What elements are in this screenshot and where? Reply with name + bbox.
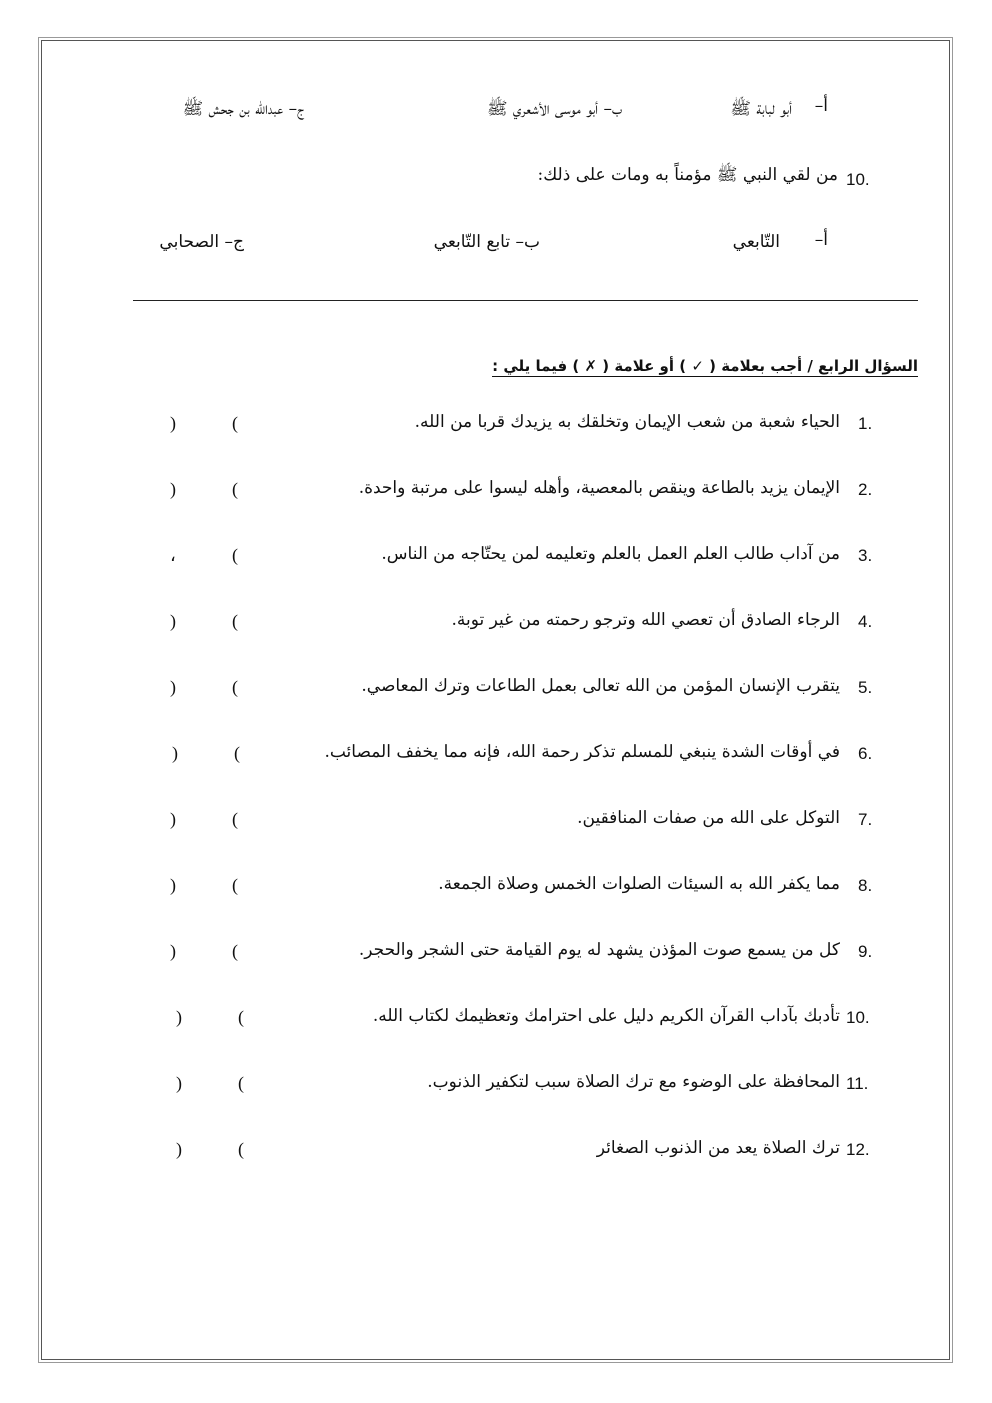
item-number: 4. xyxy=(858,612,873,631)
item-number: 2. xyxy=(858,480,873,499)
answer-box-close[interactable]: ) xyxy=(170,413,176,433)
answer-box-close[interactable]: ) xyxy=(170,479,176,499)
item-text: ترك الصلاة يعد من الذنوب الصغائر xyxy=(596,1138,840,1158)
section-title: السؤال الرابع / أجب بعلامة ( ✓ ) أو علامة ( ✗ ) فيما يلي : xyxy=(492,357,918,375)
option-a-letter: أ– xyxy=(814,230,828,250)
answer-box-close[interactable]: ) xyxy=(170,875,176,895)
answer-box-close[interactable]: ) xyxy=(170,611,176,631)
item-text: مما يكفر الله به السيئات الصلوات الخمس وصلاة الجمعة. xyxy=(438,874,840,894)
item-text: تأدبك بآداب القرآن الكريم دليل على احترامك وتعظيمك لكتاب الله. xyxy=(372,1006,840,1026)
divider xyxy=(133,300,918,301)
item-text: الإيمان يزيد بالطاعة وينقص بالمعصية، وأهله ليسوا على مرتبة واحدة. xyxy=(358,478,840,498)
option-b: ب– أبو موسى الأشعري ﷺ xyxy=(486,99,622,119)
item-text: التوكل على الله من صفات المنافقين. xyxy=(577,808,840,828)
item-number: 3. xyxy=(858,546,873,565)
answer-box-open[interactable]: ( xyxy=(238,1007,244,1027)
item-text: كل من يسمع صوت المؤذن يشهد له يوم القيامة حتى الشجر والحجر. xyxy=(358,940,840,960)
item-number: 9. xyxy=(858,942,873,961)
answer-box-open[interactable]: ( xyxy=(232,809,238,829)
answer-box-open[interactable]: ( xyxy=(232,479,238,499)
answer-box-open[interactable]: ( xyxy=(232,941,238,961)
item-text: الرجاء الصادق أن تعصي الله وترجو رحمته من غير توبة. xyxy=(451,610,840,630)
answer-box-open[interactable]: ( xyxy=(232,611,238,631)
item-number: 1. xyxy=(858,414,873,433)
item-number: 12. xyxy=(846,1140,870,1159)
answer-box-close[interactable]: ) xyxy=(176,1073,182,1093)
item-number: 5. xyxy=(858,678,873,697)
item-text: الحياء شعبة من شعب الإيمان وتخلقك به يزيدك قربا من الله. xyxy=(414,412,840,432)
option-a: أبو لبابة ﷺ xyxy=(730,99,792,119)
answer-box-close[interactable]: ) xyxy=(170,677,176,697)
answer-box-open[interactable]: ( xyxy=(238,1139,244,1159)
item-number: 11. xyxy=(846,1074,869,1093)
answer-box-close[interactable]: ) xyxy=(170,941,176,961)
answer-box-close[interactable]: ) xyxy=(172,743,178,763)
question-text: من لقي النبي ﷺ مؤمناً به ومات على ذلك: xyxy=(537,165,838,185)
item-text: يتقرب الإنسان المؤمن من الله تعالى بعمل الطاعات وترك المعاصي. xyxy=(361,676,840,696)
option-c: ج– عبدالله بن جحش ﷺ xyxy=(182,99,304,119)
item-text: المحافظة على الوضوء مع ترك الصلاة سبب لتكفير الذنوب. xyxy=(427,1072,840,1092)
answer-box-open[interactable]: ( xyxy=(232,545,238,565)
question-number: 10. xyxy=(846,170,870,189)
answer-box-open[interactable]: ( xyxy=(232,677,238,697)
answer-box-open[interactable]: ( xyxy=(238,1073,244,1093)
item-number: 8. xyxy=(858,876,873,895)
answer-box-open[interactable]: ( xyxy=(232,875,238,895)
option-c: ج– الصحابي xyxy=(159,232,244,252)
option-a-letter: أ– xyxy=(814,96,828,116)
answer-box-close[interactable]: ) xyxy=(176,1139,182,1159)
item-number: 6. xyxy=(858,744,873,763)
item-text: في أوقات الشدة ينبغي للمسلم تذكر رحمة الله، فإنه مما يخفف المصائب. xyxy=(324,742,840,762)
item-number: 7. xyxy=(858,810,873,829)
item-text: من آداب طالب العلم العمل بالعلم وتعليمه لمن يحتّاجه من الناس. xyxy=(381,544,840,564)
option-a: التّابعي xyxy=(732,232,780,252)
answer-box-open[interactable]: ( xyxy=(232,413,238,433)
answer-box-open[interactable]: ( xyxy=(234,743,240,763)
answer-box-close[interactable]: ) xyxy=(170,809,176,829)
answer-box-close[interactable]: ، xyxy=(170,545,176,565)
item-number: 10. xyxy=(846,1008,870,1027)
answer-box-close[interactable]: ) xyxy=(176,1007,182,1027)
option-b: ب– تابع التّابعي xyxy=(433,232,540,252)
